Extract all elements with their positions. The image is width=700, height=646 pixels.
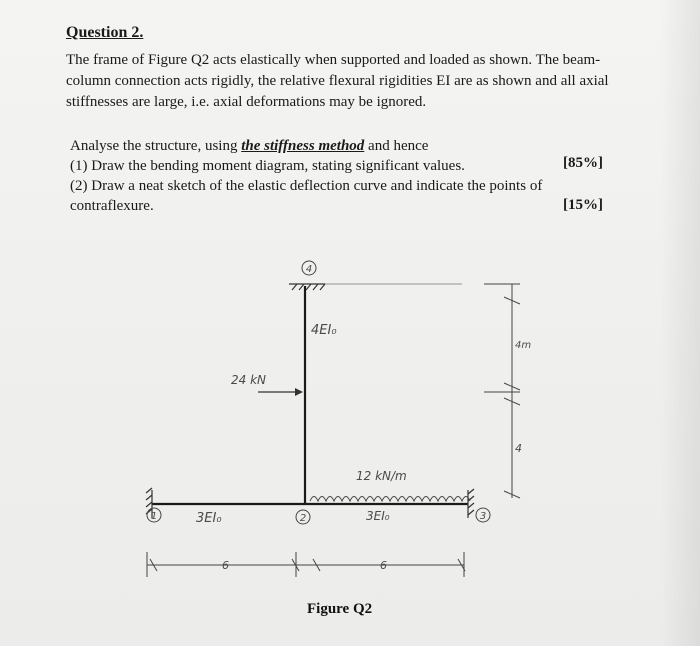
part2-marks: [15%] bbox=[563, 197, 603, 213]
upper-height-label: 4m bbox=[515, 340, 532, 351]
node-3-label bbox=[476, 508, 490, 522]
vertical-dimension bbox=[484, 284, 520, 498]
node-2-label bbox=[296, 510, 310, 524]
part2-text-line2: contraflexure. bbox=[70, 198, 154, 214]
horizontal-dimension bbox=[147, 552, 465, 577]
right-fixed-support bbox=[468, 489, 474, 518]
top-fixed-support bbox=[289, 284, 325, 290]
figure-caption: Figure Q2 bbox=[307, 601, 373, 617]
udl-squiggle bbox=[310, 497, 470, 502]
column-ei-label: 4EI₀ bbox=[311, 323, 337, 338]
left-beam-ei-label: 3EI₀ bbox=[196, 511, 222, 526]
svg-text:3: 3 bbox=[479, 511, 487, 522]
part2-text-line1: (2) Draw a neat sketch of the elastic deflection curve and indicate the points of bbox=[70, 178, 543, 194]
udl-label: 12 kN/m bbox=[356, 469, 407, 483]
part1-text: (1) Draw the bending moment diagram, stating significant values. bbox=[70, 158, 465, 174]
question-title: Question 2. bbox=[66, 24, 144, 41]
right-beam-ei-label: 3EI₀ bbox=[366, 509, 390, 523]
point-load-arrowhead bbox=[295, 388, 303, 396]
point-load-label: 24 kN bbox=[231, 373, 267, 387]
question-intro: The frame of Figure Q2 acts elastically when supported and loaded as shown. The beam-column connection acts rigidly, the relative flexural rigidities EI are as shown and all axial stiffnesses are large, i.e. axial deformations may be ignored. bbox=[66, 52, 609, 110]
lower-height-label: 4 bbox=[515, 442, 522, 455]
node-1-label bbox=[147, 508, 161, 522]
svg-text:4: 4 bbox=[305, 264, 313, 275]
svg-text:2: 2 bbox=[299, 513, 307, 524]
svg-text:1: 1 bbox=[150, 511, 158, 522]
left-span-label: 6 bbox=[222, 559, 229, 572]
part1-marks: [85%] bbox=[563, 155, 603, 171]
node-4-label bbox=[302, 261, 316, 275]
right-span-label: 6 bbox=[380, 559, 387, 572]
analyse-prefix: Analyse the structure, using bbox=[70, 138, 242, 154]
stiffness-method-emphasis: the stiffness method bbox=[241, 138, 365, 154]
analyse-suffix: and hence bbox=[364, 138, 429, 154]
